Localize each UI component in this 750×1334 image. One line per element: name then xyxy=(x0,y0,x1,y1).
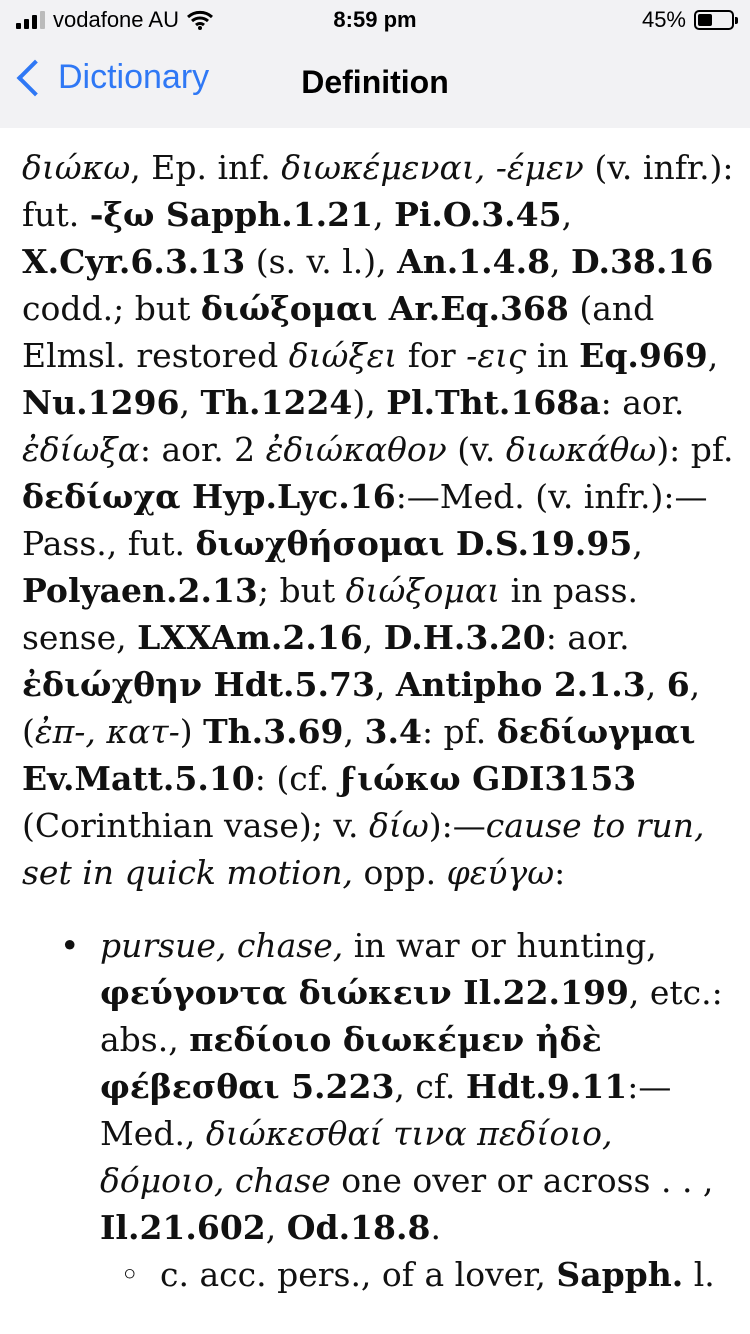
text: in xyxy=(526,336,580,375)
reference: Hdt.9.11 xyxy=(465,1067,628,1106)
greek-form: ἐπ-, κατ- xyxy=(34,712,180,751)
text: . xyxy=(430,1208,441,1247)
reference: διωχθήσομαι D.S.19.95 xyxy=(195,524,633,563)
greek-form: διωκέμεναι, -έμεν xyxy=(281,148,584,187)
greek-form: φεύγω xyxy=(446,853,555,892)
text: , xyxy=(343,712,365,751)
reference: ἐδιώχθην Hdt.5.73 xyxy=(22,665,375,704)
text: : aor. 2 xyxy=(139,430,266,469)
battery-percent: 45% xyxy=(641,7,686,32)
reference: X.Cyr.6.3.13 xyxy=(22,242,246,281)
reference: Pi.O.3.45 xyxy=(394,195,562,234)
back-label: Dictionary xyxy=(58,58,210,96)
text: , xyxy=(265,1208,287,1247)
carrier-label: vodafone AU xyxy=(53,7,179,32)
text: , ( xyxy=(22,665,701,751)
reference: πεδίοιο διωκέμεν ἠδὲ φέβεσθαι 5.223 xyxy=(100,1020,602,1106)
text: (and Elmsl. restored xyxy=(22,289,655,375)
greek-form: διώξομαι xyxy=(345,571,501,610)
text: l. xyxy=(683,1255,715,1294)
battery-icon xyxy=(694,10,734,30)
reference: 6 xyxy=(666,665,690,704)
text: , cf. xyxy=(394,1067,466,1106)
greek-form: διώξει xyxy=(288,336,398,375)
battery-fill xyxy=(698,14,712,26)
subsense-item xyxy=(160,1251,734,1298)
text: ):— xyxy=(428,806,486,845)
reference: Od.18.8 xyxy=(286,1208,431,1247)
reference: Antipho 2.1.3 xyxy=(395,665,646,704)
reference: δεδίωχα Hyp.Lyc.16 xyxy=(22,477,396,516)
text: ) xyxy=(179,712,204,751)
text: ), xyxy=(352,383,387,422)
reference: Polyaen.2.13 xyxy=(22,571,258,610)
greek-form: διωκάθω xyxy=(505,430,657,469)
page-title: Definition xyxy=(301,64,449,100)
subsense-list xyxy=(100,1251,734,1298)
reference: 3.4 xyxy=(364,712,422,751)
text: c. acc. pers., of a lover, xyxy=(160,1255,557,1294)
definition-paragraph xyxy=(22,144,734,896)
status-bar xyxy=(0,0,750,40)
text: : xyxy=(554,853,566,892)
text: , xyxy=(373,195,395,234)
text: in pass. sense, xyxy=(22,571,639,657)
reference: An.1.4.8 xyxy=(397,242,551,281)
reference: Th.1224 xyxy=(200,383,353,422)
text: ): pf. xyxy=(656,430,734,469)
text: , Ep. inf. xyxy=(130,148,282,187)
text: : aor. xyxy=(600,383,685,422)
reference: Pl.Tht.168a xyxy=(386,383,601,422)
text: ; but xyxy=(257,571,346,610)
reference: -ξω Sapph.1.21 xyxy=(89,195,374,234)
greek-form: -εις xyxy=(466,336,527,375)
text: , xyxy=(632,524,643,563)
text: for xyxy=(397,336,467,375)
text: (v. infr.): fut. xyxy=(22,148,734,234)
headword: διώκω xyxy=(22,148,131,187)
reference: Sapph. xyxy=(556,1255,684,1294)
text: , xyxy=(179,383,201,422)
gloss: chase xyxy=(234,1161,331,1200)
text: (Corinthian vase); v. xyxy=(22,806,370,845)
text: one over or across . . , xyxy=(330,1161,714,1200)
battery-group xyxy=(642,7,734,33)
text: , etc.: abs., xyxy=(100,973,723,1059)
reference: D.H.3.20 xyxy=(383,618,546,657)
sense-item xyxy=(100,922,734,1298)
greek-form: διώκεσθαί τινα πεδίοιο, δόμοιο, xyxy=(100,1114,613,1200)
reference: Eq.969 xyxy=(579,336,708,375)
text: , xyxy=(707,336,719,375)
text: :—Med. (v. infr.):—Pass., fut. xyxy=(22,477,708,563)
text: , xyxy=(374,665,396,704)
text: , xyxy=(550,242,572,281)
reference: D.38.16 xyxy=(571,242,714,281)
text: : pf. xyxy=(421,712,497,751)
text: : aor. xyxy=(545,618,630,657)
text xyxy=(224,1161,235,1200)
reference: διώξομαι Ar.Eq.368 xyxy=(200,289,569,328)
text: codd.; but xyxy=(22,289,201,328)
reference: Nu.1296 xyxy=(22,383,180,422)
greek-form: ἐδιώκαθον xyxy=(265,430,447,469)
reference: δεδίωγμαι Ev.Matt.5.10 xyxy=(22,712,696,798)
text: opp. xyxy=(353,853,447,892)
navigation-bar xyxy=(0,40,750,128)
reference: Il.21.602 xyxy=(100,1208,266,1247)
text: , xyxy=(561,195,573,234)
text: in war or hunting, xyxy=(343,926,657,965)
text: (s. v. l.), xyxy=(245,242,398,281)
text: :—Med., xyxy=(100,1067,672,1153)
reference: ϝιώκω GDI3153 xyxy=(339,759,637,798)
text: , xyxy=(362,618,384,657)
text: , xyxy=(645,665,667,704)
gloss: cause to run, set in quick motion, xyxy=(22,806,705,892)
definition-content xyxy=(22,144,734,1298)
reference: Th.3.69 xyxy=(203,712,344,751)
greek-form: δίω xyxy=(369,806,429,845)
reference: φεύγοντα διώκειν Il.22.199 xyxy=(100,973,629,1012)
greek-form: ἐδίωξα xyxy=(22,430,140,469)
sense-list xyxy=(22,922,734,1298)
gloss: pursue, chase, xyxy=(100,926,344,965)
text: (v. xyxy=(446,430,506,469)
clock: 8:59 pm xyxy=(333,7,417,32)
text: : (cf. xyxy=(254,759,340,798)
reference: LXXAm.2.16 xyxy=(137,618,363,657)
